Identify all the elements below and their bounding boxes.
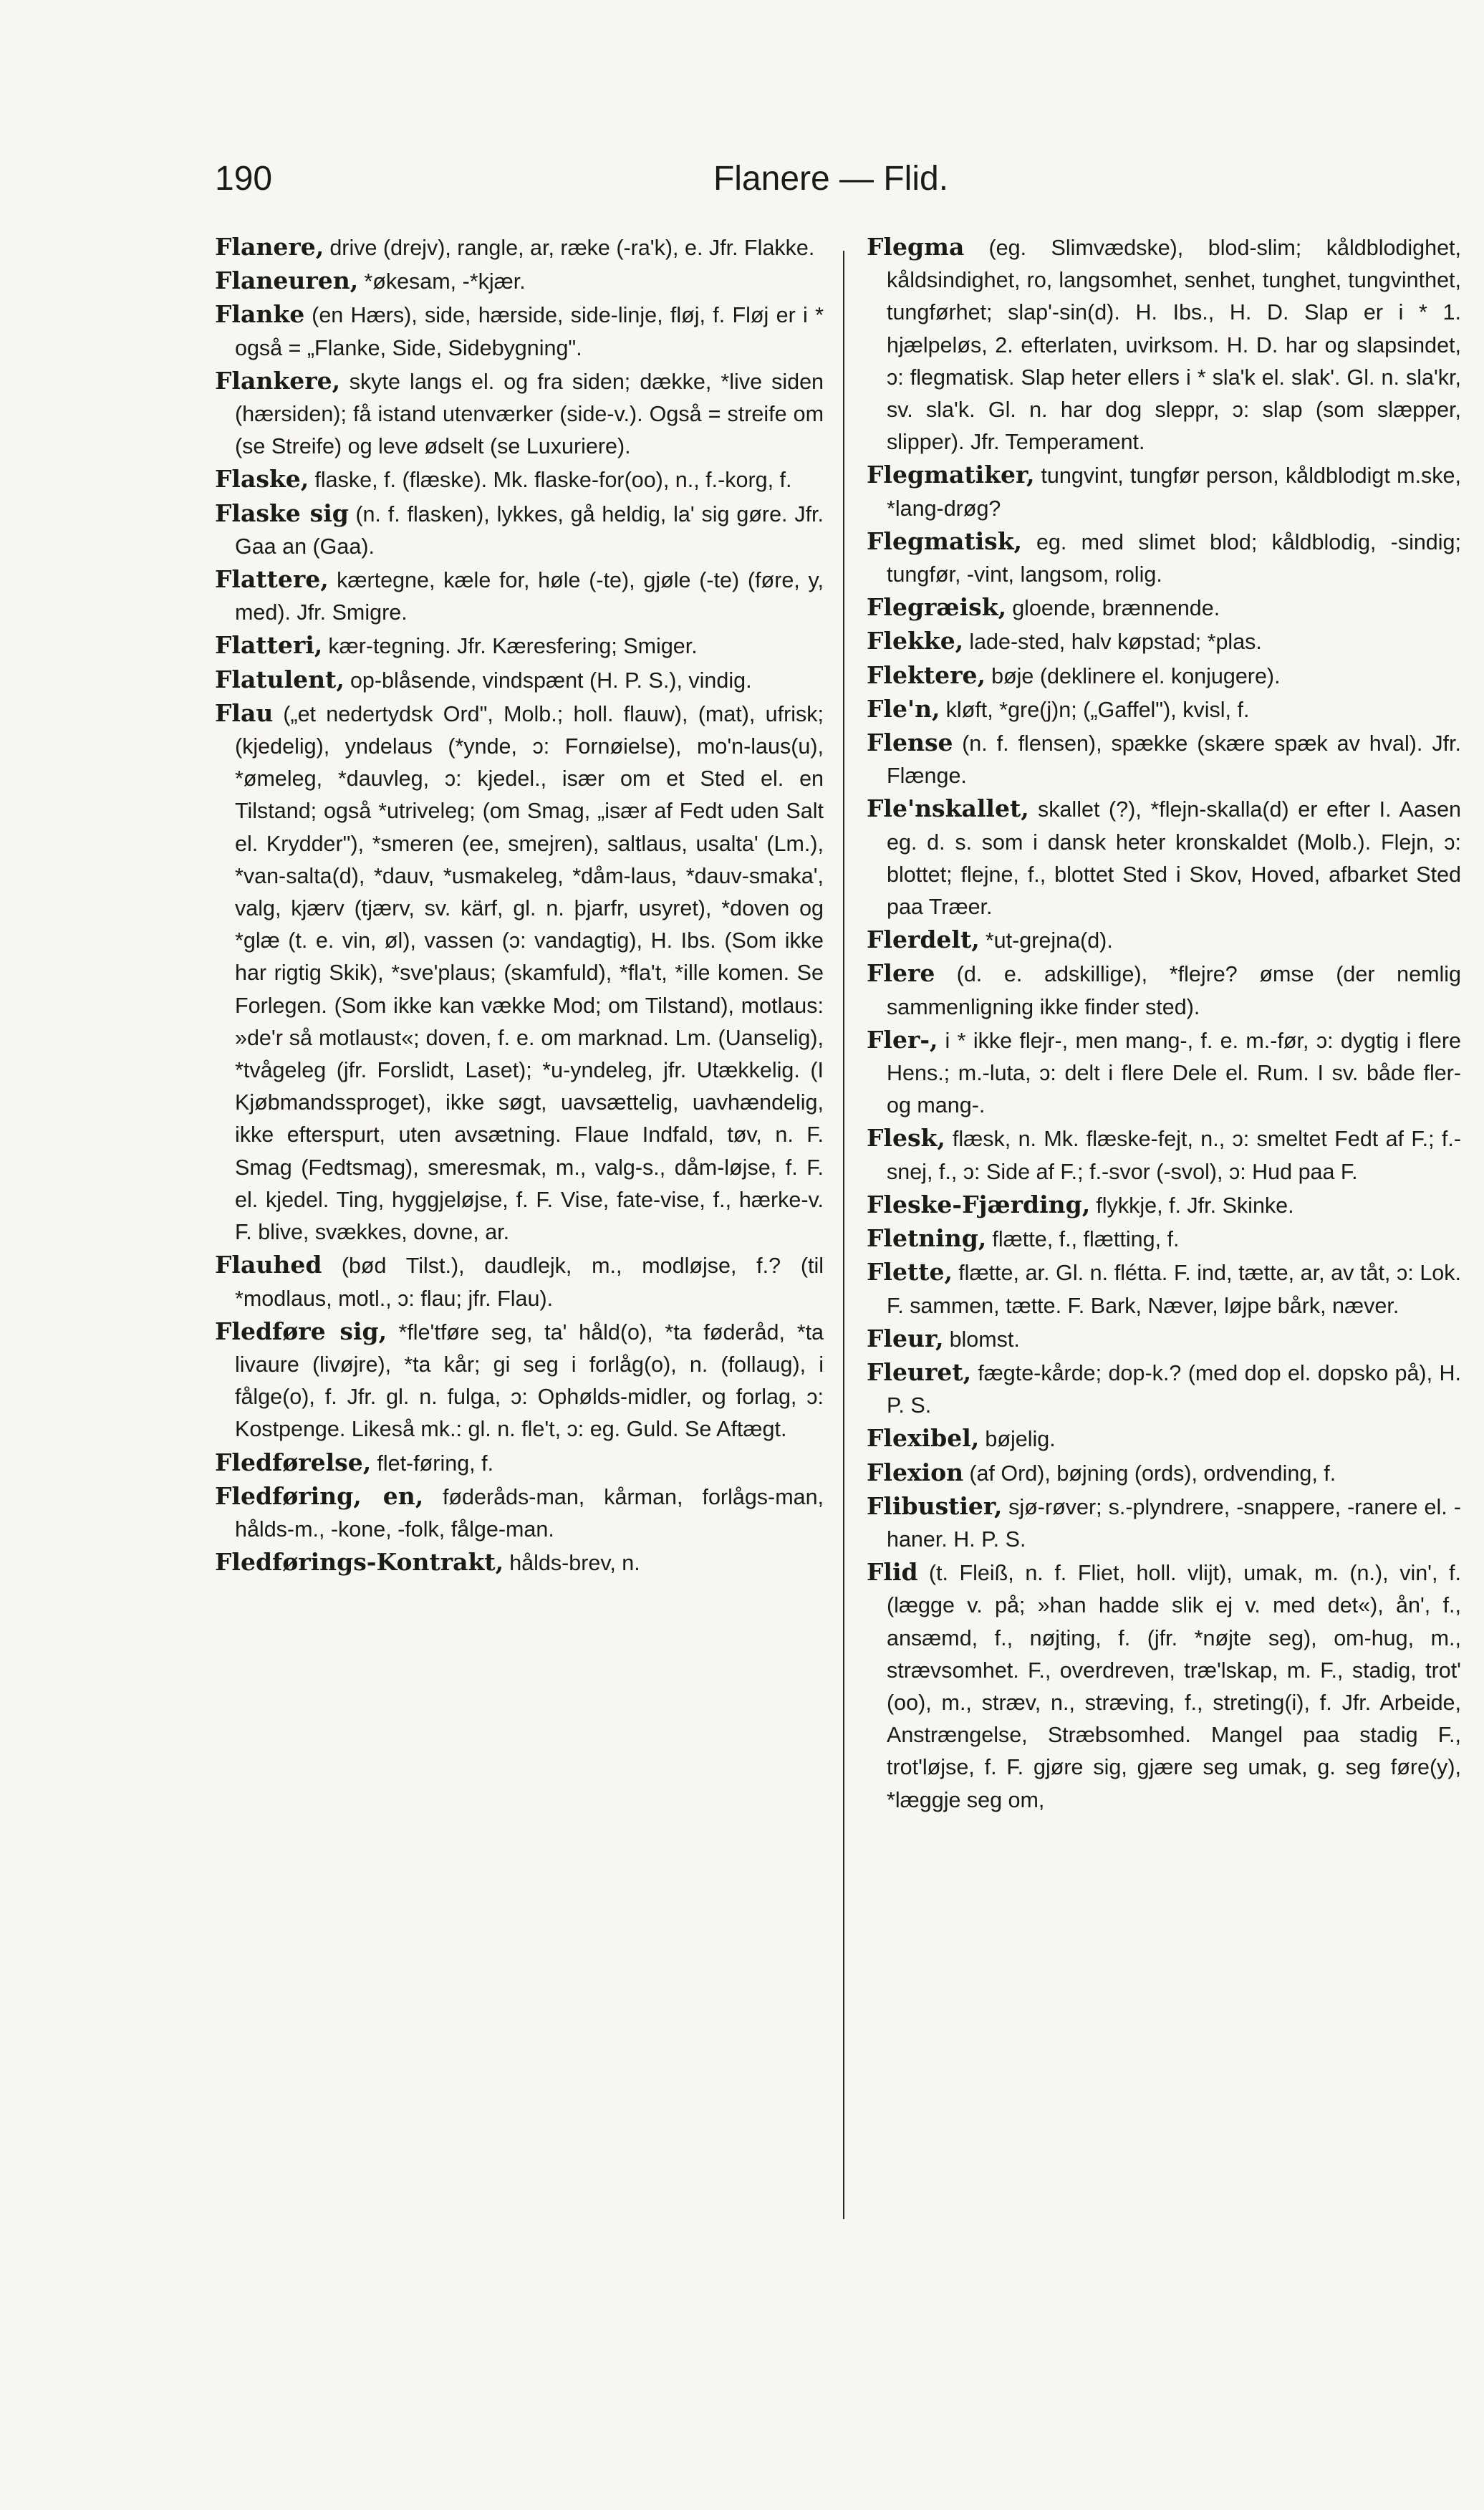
entry-headword: Flibustier,: [867, 1491, 1003, 1520]
entry-headword: Flaneuren,: [215, 266, 359, 295]
dictionary-entry: [215, 697, 824, 1249]
entry-definition: flaske, f. (flæske). Mk. flaske-for(oo), n., f.-korg, f.: [314, 468, 792, 493]
dictionary-entry: [867, 1122, 1461, 1188]
dictionary-entry: [215, 1315, 824, 1446]
column-divider: [843, 251, 844, 2219]
dictionary-entry: [867, 1490, 1461, 1556]
entry-headword: Flattere,: [215, 565, 329, 594]
entry-definition: hålds-brev, n.: [509, 1551, 640, 1576]
dictionary-entry: [215, 1546, 824, 1579]
dictionary-entry: [867, 1322, 1461, 1356]
dictionary-entry: [215, 1446, 824, 1480]
entry-headword: Flegræisk,: [867, 593, 1007, 622]
entry-headword: Fledføring, en,: [215, 1481, 424, 1510]
entry-definition: kærtegne, kæle for, høle (-te), gjøle (-te) (føre, y, med). Jfr. Smigre.: [235, 568, 824, 625]
dictionary-entry: [215, 1249, 824, 1314]
entry-definition: i * ikke flejr-, men mang-, f. e. m.-før, ɔ: dygtig i flere Hens.; m.-luta, ɔ: delt i flere Dele el. Rum. I sv. både fler- og mang-.: [887, 1028, 1461, 1118]
entry-definition: flætte, ar. Gl. n. flétta. F. ind, tætte, ar, av tåt, ɔ: Lok. F. sammen, tætte. F. Bark, Næver, løjpe bårk, næver.: [887, 1261, 1461, 1318]
entry-definition: skallet (?), *flejn-skalla(d) er efter I. Aasen eg. d. s. som i dansk heter kronskaldet (Molb.). Flejn, ɔ: blottet; flejne, f., blottet Sted i Skov, Hoved, afbarket Sted paa Træer.: [887, 797, 1462, 920]
entry-definition: føderåds-man, kårman, forlågs-man, hålds-m., -kone, -folk, fålge-man.: [235, 1484, 824, 1542]
entry-headword: Flaske sig: [215, 499, 349, 527]
entry-headword: Flatteri,: [215, 631, 323, 660]
entry-headword: Flense: [867, 729, 953, 757]
entry-headword: Fletning,: [867, 1224, 987, 1253]
entry-definition: blomst.: [949, 1327, 1020, 1352]
dictionary-entry: [867, 923, 1461, 957]
entry-headword: Flesk,: [867, 1124, 945, 1153]
dictionary-entry: [867, 1556, 1461, 1817]
entry-definition: flet-føring, f.: [377, 1451, 494, 1476]
dictionary-entry: [215, 663, 824, 697]
entry-definition: skyte langs el. og fra siden; dække, *live siden (hærsiden); få istand utenværker (side-v.). Også = streife om (se Streife) og leve ødselt (se Luxuriere).: [235, 369, 824, 459]
entry-definition: *økesam, -*kjær.: [364, 269, 526, 294]
page-number: 190: [215, 160, 273, 198]
dictionary-entry: [867, 1188, 1461, 1222]
entry-definition: (d. e. adskillige), *flejre? ømse (der nemlig sammenligning ikke finder sted).: [887, 962, 1461, 1019]
entry-definition: sjø-røver; s.-plyndrere, -snappere, -ranere el. -haner. H. P. S.: [887, 1494, 1461, 1552]
entry-definition: (eg. Slimvædske), blod-slim; kåldblodighet, kåldsindighet, ro, langsomhet, senhet, tunghet, tungvinthet, tungførhet; slap'-sin(d). H. Ibs., H. D. Slap er i * 1. hjælpeløs, 2. efterlaten, uvirksom. H. D. har og slapsindet, ɔ: flegmatisk. Slap heter ellers i * sla'k el. slak'. Gl. n. sla'kr, sv. sla'k. Gl. n. har dog sleppr, ɔ: slap (som slæpper, slipper). Jfr. Temperament.: [887, 236, 1462, 455]
entry-headword: Flerdelt,: [867, 925, 980, 954]
entry-headword: Flatulent,: [215, 665, 344, 693]
entry-headword: Flanere,: [215, 233, 324, 261]
entry-definition: bøjelig.: [985, 1427, 1056, 1452]
entry-headword: Flektere,: [867, 660, 986, 689]
entry-headword: Flexibel,: [867, 1424, 980, 1453]
right-column: [867, 231, 1461, 1817]
entry-headword: Flegmatiker,: [867, 461, 1035, 489]
entry-headword: Flaske,: [215, 465, 309, 494]
dictionary-entry: [867, 458, 1461, 524]
entry-definition: eg. med slimet blod; kåldblodig, -sindig; tungfør, -vint, langsom, rolig.: [887, 529, 1461, 587]
entry-headword: Flexion: [867, 1458, 964, 1486]
dictionary-entry: [867, 1222, 1461, 1256]
entry-headword: Flankere,: [215, 366, 341, 395]
dictionary-entry: [867, 1356, 1461, 1422]
dictionary-entry: [215, 298, 824, 364]
entry-definition: (af Ord), bøjning (ords), ordvending, f.: [969, 1461, 1336, 1486]
entry-definition: fægte-kårde; dop-k.? (med dop el. dopsko på), H. P. S.: [887, 1360, 1461, 1418]
entry-headword: Flau: [215, 698, 274, 727]
dictionary-entry: [215, 463, 824, 496]
dictionary-entry: [867, 525, 1461, 591]
entry-definition: (n. f. flasken), lykkes, gå heldig, la' sig gøre. Jfr. Gaa an (Gaa).: [235, 501, 824, 559]
dictionary-entry: [867, 591, 1461, 625]
entry-headword: Fledføre sig,: [215, 1317, 387, 1345]
dictionary-entry: [215, 629, 824, 663]
entry-definition: *ut-grejna(d).: [985, 928, 1113, 953]
entry-definition: bøje (deklinere el. konjugere).: [991, 663, 1281, 688]
dictionary-entry: [867, 1024, 1461, 1122]
dictionary-entry: [215, 264, 824, 298]
entry-headword: Fleur,: [867, 1324, 944, 1352]
dictionary-entry: [867, 792, 1461, 923]
entry-headword: Fledførings-Kontrakt,: [215, 1548, 504, 1577]
dictionary-entry: [215, 497, 824, 563]
left-column: [215, 231, 824, 1579]
entry-headword: Flere: [867, 959, 935, 988]
page-header: [215, 159, 1447, 209]
entry-definition: („et nedertydsk Ord", Molb.; holl. flauw), (mat), ufrisk; (kjedelig), yndelaus (*ynde, ɔ: Fornøielse), mo'n-laus(u), *ømeleg, *dauvleg, ɔ: kjedel., især om et Sted el. en Tilstand; også *utriveleg; (om Smag, „især af Fedt uden Salt el. Krydder"), *smeren (ee, smejren), saltlaus, usalta' (Lm.), *van-salta(d), *dauv, *usmakeleg, *dåm-laus, *dauv-smaka', valg, kjærv (tjærv, sv. kärf, gl. n. þjarfr, usyret), *doven og *glæ (t. e. vin, øl), vassen (ɔ: vandagtig), H. Ibs. (Som ikke har rigtig Skik), *sve'plaus; (skamfuld), *fla't, *ille komen. Se Forlegen. (Som ikke kan vække Mod; om Tilstand), motlaus: »de'r så motlaust«; doven, f. e. om marknad. Lm. (Uanselig), *tvågeleg (jfr. Forslidt, Laset); *u-yndeleg, jfr. Utækkelig. (I Kjøbmandssproget), ikke søgt, uavsættelig, uavhændelig, ikke efterspurt, uten avsætning. Flaue Indfald, tøv, n. F. Smag (Fedtsmag), smeresmak, m., valg-s., dåm-løjse, f. F. el. kjedel. Ting, hyggjeløjse, f. F. Vise, fate-vise, f., hærke-v. F. blive, svækkes, dovne, ar.: [235, 701, 824, 1245]
entry-definition: flæsk, n. Mk. flæske-fejt, n., ɔ: smeltet Fedt af F.; f.-snej, f., ɔ: Side af F.; f.-svor (-svol), ɔ: Hud paa F.: [887, 1127, 1461, 1184]
entry-definition: flykkje, f. Jfr. Skinke.: [1096, 1193, 1294, 1218]
entry-headword: Flauhed: [215, 1251, 322, 1279]
entry-definition: kær-tegning. Jfr. Kæresfering; Smiger.: [328, 634, 698, 659]
running-head: Flanere — Flid.: [713, 160, 949, 198]
entry-definition: (n. f. flensen), spække (skære spæk av hval). Jfr. Flænge.: [887, 731, 1461, 789]
entry-headword: Flid: [867, 1558, 918, 1587]
entry-headword: Flette,: [867, 1258, 953, 1287]
entry-headword: Flekke,: [867, 627, 964, 655]
entry-definition: *fle'tføre seg, ta' håld(o), *ta føderåd, *ta livaure (livøjre), *ta kår; gi seg i forlåg(o), n. (follaug), i fålge(o), f. Jfr. gl. n. fulga, ɔ: Ophølds-midler, og forlag, ɔ: Kostpenge. Likeså mk.: gl. n. fle't, ɔ: eg. Guld. Se Aftægt.: [235, 1319, 824, 1442]
entry-headword: Flegma: [867, 233, 965, 261]
entry-definition: (t. Fleiß, n. f. Fliet, holl. vlijt), umak, m. (n.), vin', f. (lægge v. på; »han hadde slik ej v. med det«), ån', f., ansæmd, f., nøjting, f. (jfr. *nøjte seg), om-hug, m., strævsomhet. F., overdreven, træ'lskap, m. F., stadig, trot' (oo), m., stræv, n., stræving, f., streting(i), f. Jfr. Arbeide, Anstrængelse, Stræbsomhed. Mangel paa stadig F., trot'løjse, f. F. gjøre sig, gjære seg umak, g. seg føre(y), *læggje seg om,: [887, 1561, 1462, 1812]
dictionary-entry: [215, 231, 824, 264]
entry-headword: Flanke: [215, 300, 305, 329]
dictionary-entry: [215, 563, 824, 629]
entry-definition: tungvint, tungfør person, kåldblodigt m.ske, *lang-drøg?: [887, 463, 1461, 521]
entry-definition: lade-sted, halv køpstad; *plas.: [969, 630, 1262, 655]
dictionary-entry: [215, 1480, 824, 1546]
dictionary-entry: [867, 1456, 1461, 1490]
dictionary-entry: [867, 1256, 1461, 1322]
entry-definition: flætte, f., flætting, f.: [992, 1227, 1180, 1252]
entry-headword: Flegmatisk,: [867, 526, 1023, 555]
entry-definition: op-blåsende, vindspænt (H. P. S.), vindig.: [350, 668, 752, 693]
dictionary-entry: [867, 625, 1461, 658]
entry-headword: Fler-,: [867, 1025, 938, 1054]
entry-definition: (bød Tilst.), daudlejk, m., modløjse, f.? (til *modlaus, motl., ɔ: flau; jfr. Flau).: [235, 1254, 824, 1311]
entry-headword: Fle'n,: [867, 694, 940, 723]
dictionary-entry: [867, 231, 1461, 458]
dictionary-entry: [867, 957, 1461, 1023]
dictionary-entry: [867, 659, 1461, 693]
dictionary-entry: [215, 365, 824, 463]
entry-headword: Fledførelse,: [215, 1448, 372, 1476]
entry-definition: gloende, brænnende.: [1012, 596, 1220, 621]
entry-headword: Fleske-Fjærding,: [867, 1190, 1091, 1218]
entry-definition: (en Hærs), side, hærside, side-linje, fløj, f. Fløj er i * også = „Flanke, Side, Sidebygning".: [235, 303, 824, 360]
dictionary-entry: [867, 693, 1461, 726]
entry-definition: kløft, *gre(j)n; („Gaffel"), kvisl, f.: [945, 697, 1250, 722]
entry-headword: Fle'nskallet,: [867, 794, 1029, 823]
dictionary-entry: [867, 1422, 1461, 1456]
entry-headword: Fleuret,: [867, 1357, 972, 1386]
dictionary-entry: [867, 726, 1461, 792]
entry-definition: drive (drejv), rangle, ar, ræke (-ra'k), e. Jfr. Flakke.: [329, 236, 815, 260]
